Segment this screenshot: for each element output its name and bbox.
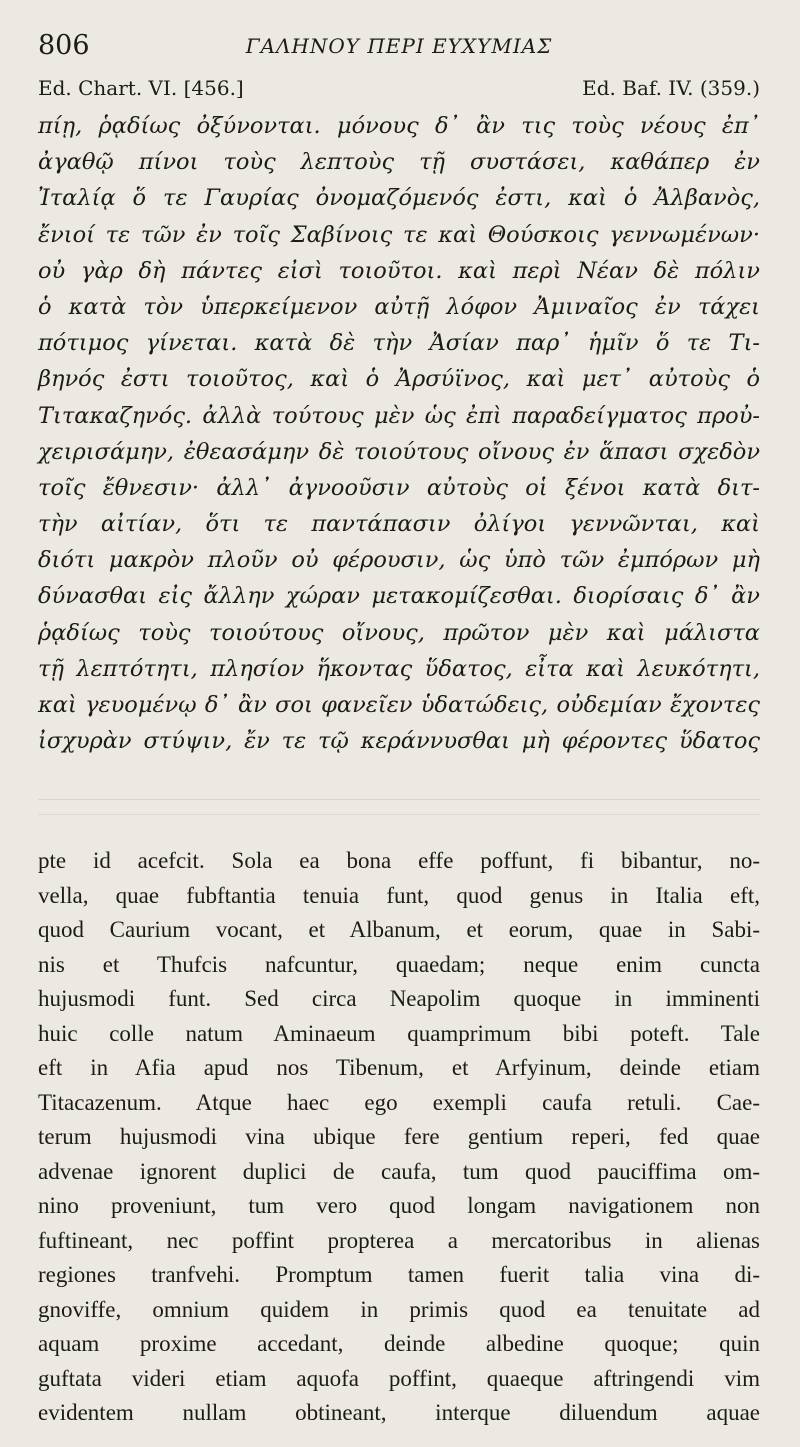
greek-text-line: οὐ γὰρ δὴ πάντες εἰσὶ τοιοῦτοι. καὶ περὶ Νέαν δὲ πόλιν: [38, 257, 760, 284]
greek-text-line: πότιμος γίνεται. κατὰ δὲ τὴν Ἀσίαν παρ᾽ ἡμῖν ὅ τε Τι-: [38, 330, 760, 357]
edition-reference-left: Ed. Chart. VI. [456.]: [38, 76, 244, 100]
latin-text-line: eft in Afia apud nos Tibenum, et Arfyinum, deinde etiam: [38, 1055, 760, 1081]
greek-text-line: τοῖς ἔθνεσιν· ἀλλ᾽ ἀγνοοῦσιν αὐτοὺς οἱ ξένοι κατὰ διτ-: [38, 474, 760, 501]
latin-text-line: nis et Thufcis nafcuntur, quaedam; neque enim cuncta: [38, 951, 760, 977]
greek-text-line: τὴν αἰτίαν, ὅτι τε παντάπασιν ὀλίγοι γεννῶνται, καὶ: [38, 511, 760, 538]
greek-text-line: ῥᾳδίως τοὺς τοιούτους οἴνους, πρῶτον μὲν καὶ μάλιστα: [38, 619, 760, 646]
greek-text-line: Ἰταλίᾳ ὅ τε Γαυρίας ὀνομαζόμενός ἐστι, καὶ ὁ Ἀλβανὸς,: [38, 185, 760, 212]
edition-references: [38, 76, 760, 106]
latin-text-line: nino proveniunt, tum vero quod longam navigationem non: [38, 1193, 760, 1219]
greek-text-line: ἔνιοί τε τῶν ἐν τοῖς Σαβίνοις τε καὶ Θούσκοις γεννωμένων·: [38, 221, 760, 248]
latin-text-line: guftata videri etiam aquofa poffint, quaeque aftringendi vim: [38, 1365, 760, 1391]
page-number: 806: [38, 30, 90, 61]
section-gap: [38, 759, 760, 844]
greek-text-line: καὶ γευομένῳ δ᾽ ἂν σοι φανεῖεν ὑδατώδεις, οὐδεμίαν ἔχοντες: [38, 692, 760, 718]
greek-text-line: τῇ λεπτότητι, πλησίον ἥκοντας ὕδατος, εἶτα καὶ λευκότητι,: [38, 655, 760, 682]
latin-text-line: pte id acefcit. Sola ea bona effe poffunt, fi bibantur, no-: [38, 848, 760, 874]
greek-text-line: βηνός ἐστι τοιοῦτος, καὶ ὁ Ἀρσύϊνος, καὶ μετ᾽ αὐτοὺς ὁ: [38, 366, 760, 393]
greek-text-line: ὁ κατὰ τὸν ὑπερκείμενον αὐτῇ λόφον Ἀμιναῖος ἐν τάχει: [38, 293, 760, 320]
latin-text-line: hujusmodi funt. Sed circa Neapolim quoque in imminenti: [38, 986, 760, 1012]
latin-text-line: evidentem nullam obtineant, interque diluendum aquae: [38, 1400, 760, 1426]
greek-text-line: δύνασθαι εἰς ἄλλην χώραν μετακομίζεσθαι. διορίσαις δ᾽ ἂν: [38, 583, 760, 610]
latin-text-line: aquam proxime accedant, deinde albedine quoque; quin: [38, 1331, 760, 1357]
show-through-text: [38, 799, 760, 815]
running-head: [38, 28, 760, 64]
edition-reference-right: Ed. Baf. IV. (359.): [582, 76, 760, 100]
latin-text-line: terum hujusmodi vina ubique fere gentium reperi, fed quae: [38, 1124, 760, 1150]
latin-text-line: quod Caurium vocant, et Albanum, et eorum, quae in Sabi-: [38, 917, 760, 943]
greek-text-line: ἰσχυρὰν στύψιν, ἔν τε τῷ κεράννυσθαι μὴ φέροντες ὕδατος: [38, 728, 760, 755]
greek-text-block: [38, 108, 760, 759]
greek-text-line: χειρισάμην, ἐθεασάμην δὲ τοιούτους οἴνους ἐν ἅπασι σχεδὸν: [38, 438, 760, 465]
greek-text-line: διότι μακρὸν πλοῦν οὐ φέρουσιν, ὡς ὑπὸ τῶν ἐμπόρων μὴ: [38, 547, 760, 574]
latin-text-line: gnoviffe, omnium quidem in primis quod ea tenuitate ad: [38, 1296, 760, 1322]
running-title: ΓΑΛΗΝΟΥ ΠΕΡΙ ΕΥΧΥΜΙΑΣ: [245, 34, 553, 58]
latin-text-line: fuftineant, nec poffint propterea a mercatoribus in alienas: [38, 1227, 760, 1253]
latin-text-line: vella, quae fubftantia tenuia funt, quod genus in Italia eft,: [38, 882, 760, 908]
greek-text-line: ἀγαθῷ πίνοι τοὺς λεπτοὺς τῇ συστάσει, καθάπερ ἐν: [38, 149, 760, 176]
latin-text-line: advenae ignorent duplici de caufa, tum quod pauciffima om-: [38, 1158, 760, 1184]
latin-text-block: [38, 844, 760, 1431]
latin-text-line: huic colle natum Aminaeum quamprimum bibi poteft. Tale: [38, 1020, 760, 1046]
greek-text-line: Τιτακαζηνός. ἀλλὰ τούτους μὲν ὡς ἐπὶ παραδείγματος προὐ-: [38, 402, 760, 429]
latin-text-line: regiones tranfvehi. Promptum tamen fuerit talia vina di-: [38, 1262, 760, 1288]
greek-text-line: πίῃ, ῥᾳδίως ὀξύνονται. μόνους δ᾽ ἂν τις τοὺς νέους ἐπ᾽: [38, 113, 760, 139]
latin-text-line: Titacazenum. Atque haec ego exempli caufa retuli. Cae-: [38, 1089, 760, 1115]
